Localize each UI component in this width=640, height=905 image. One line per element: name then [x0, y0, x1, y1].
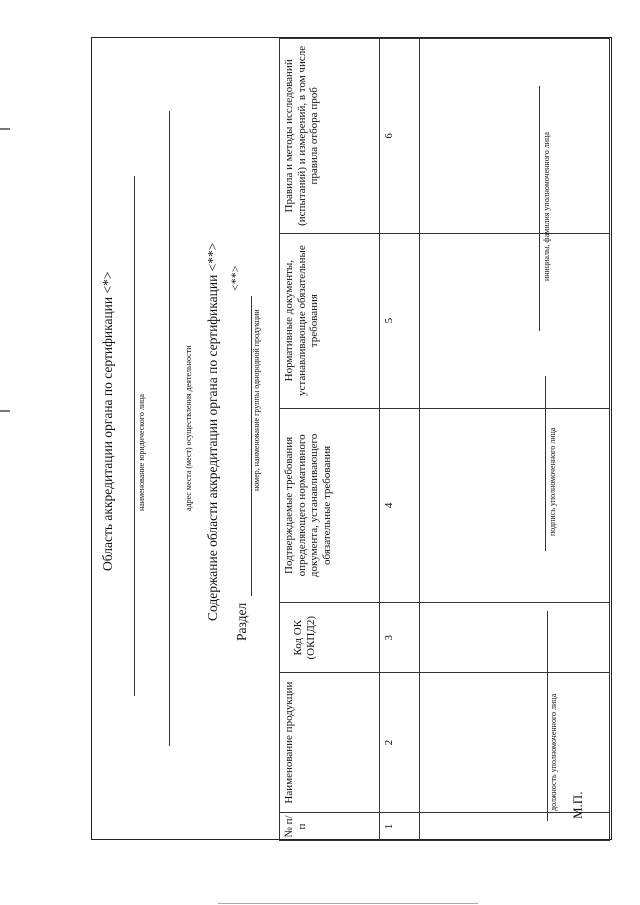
header-cell: Подтверждаемые требования определяющего нормативного документа, устанавливающего обязательные требования — [280, 408, 380, 603]
position-line — [547, 611, 548, 821]
signature-caption: подпись уполномоченного лица — [548, 427, 557, 536]
address-caption: адрес места (мест) осуществления деятельности — [184, 345, 193, 511]
scan-mark — [0, 128, 10, 130]
header-cell: № п/п — [280, 813, 380, 841]
name-line — [539, 86, 540, 331]
stamp-label: М.П. — [570, 791, 585, 819]
scan-edge — [218, 903, 478, 904]
content-subtitle: Содержание области аккредитации органа по сертификации <**> — [205, 242, 220, 621]
rotated-page — [92, 38, 613, 841]
page-title: Область аккредитации органа по сертификации <*> — [100, 271, 115, 571]
number-cell: 6 — [380, 39, 420, 234]
header-cell: Правила и методы исследований (испытаний) и измерений, в том числе правила отбора проб — [280, 39, 380, 234]
legal-entity-line — [134, 176, 135, 696]
header-cell: Код ОК (ОКПД2) — [280, 603, 380, 673]
section-caption: номер, наименование группы однородной продукции — [252, 309, 261, 491]
header-cell: Наименование продукции — [280, 673, 380, 813]
header-cell: Нормативные документы, устанавливающие обязательные требования — [280, 233, 380, 408]
table-number-row — [380, 39, 420, 841]
legal-entity-caption: наименование юридического лица — [137, 394, 146, 511]
address-line — [169, 111, 170, 746]
signature-line — [545, 376, 546, 551]
number-cell: 2 — [380, 673, 420, 813]
number-cell: 1 — [380, 813, 420, 841]
accreditation-table — [279, 38, 610, 841]
number-cell: 4 — [380, 408, 420, 603]
position-caption: должность уполномоченного лица — [549, 693, 558, 811]
document-frame — [91, 37, 612, 840]
section-label: Раздел — [234, 602, 249, 641]
table-header-row — [280, 39, 380, 841]
name-caption: инициалы, фамилия уполномоченного лица — [542, 132, 551, 281]
scan-mark — [0, 410, 10, 412]
section-footnote: <**> — [228, 265, 242, 291]
number-cell: 5 — [380, 233, 420, 408]
table-row — [420, 39, 610, 841]
number-cell: 3 — [380, 603, 420, 673]
